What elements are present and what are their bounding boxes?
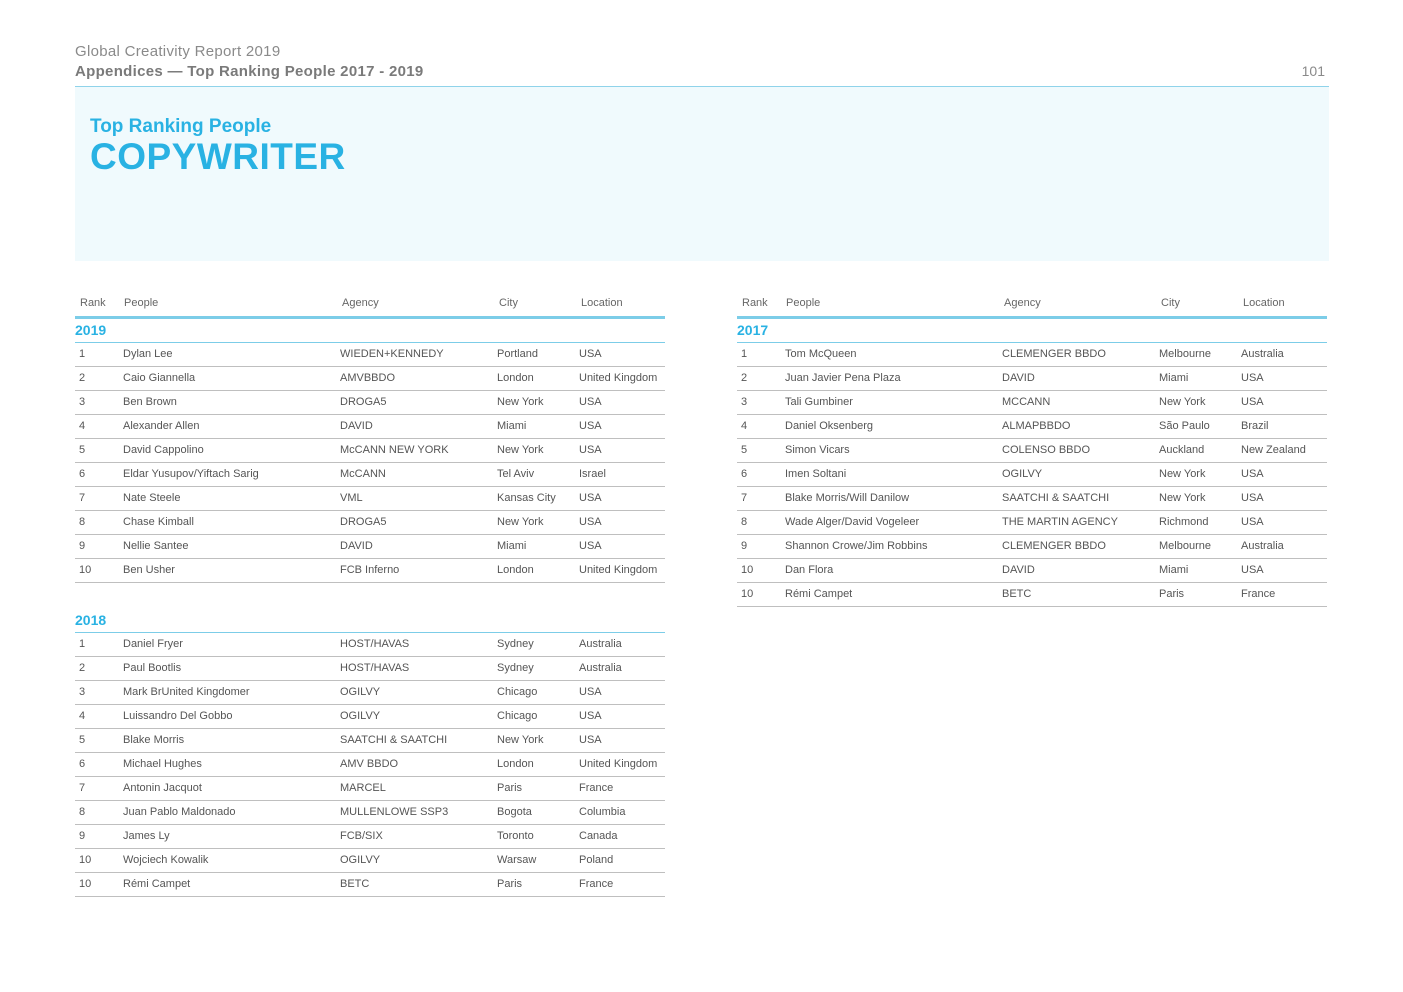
- cell-location: France: [579, 782, 614, 794]
- cell-city: Miami: [497, 540, 527, 552]
- cell-city: London: [497, 372, 534, 384]
- table-row: [75, 633, 665, 657]
- column-header-city: City: [1161, 297, 1180, 309]
- table-row: [737, 439, 1327, 463]
- cell-rank: 3: [79, 396, 86, 408]
- page-number: 101: [1301, 63, 1325, 79]
- cell-city: London: [497, 564, 534, 576]
- cell-people: Dan Flora: [785, 564, 834, 576]
- column-header-rank: Rank: [80, 297, 106, 309]
- cell-rank: 2: [79, 662, 86, 674]
- cell-city: Melbourne: [1159, 348, 1211, 360]
- table-row: [75, 729, 665, 753]
- table-row: [75, 415, 665, 439]
- cell-agency: SAATCHI & SAATCHI: [340, 734, 448, 746]
- cell-agency: THE MARTIN AGENCY: [1002, 516, 1118, 528]
- cell-location: USA: [1241, 396, 1264, 408]
- cell-agency: OGILVY: [340, 710, 381, 722]
- cell-agency: BETC: [340, 878, 370, 890]
- cell-agency: MCCANN: [1002, 396, 1051, 408]
- table-row: [75, 681, 665, 705]
- cell-city: Miami: [1159, 372, 1189, 384]
- cell-rank: 10: [79, 878, 92, 890]
- cell-people: Rémi Campet: [785, 588, 853, 600]
- cell-rank: 1: [79, 638, 86, 650]
- report-title: Global Creativity Report 2019: [75, 43, 281, 60]
- cell-city: Sydney: [497, 638, 534, 650]
- cell-location: USA: [1241, 516, 1264, 528]
- cell-people: Caio Giannella: [123, 372, 196, 384]
- cell-city: Bogota: [497, 806, 532, 818]
- cell-people: Juan Javier Pena Plaza: [785, 372, 901, 384]
- cell-city: New York: [497, 734, 544, 746]
- cell-rank: 9: [741, 540, 748, 552]
- table-row: [75, 849, 665, 873]
- column-header-location: Location: [581, 297, 623, 309]
- cell-rank: 1: [79, 348, 86, 360]
- cell-agency: AMV BBDO: [340, 758, 399, 770]
- cell-rank: 6: [741, 468, 748, 480]
- cell-people: Paul Bootlis: [123, 662, 182, 674]
- column-header-row: [737, 293, 1327, 319]
- cell-rank: 2: [79, 372, 86, 384]
- cell-city: New York: [1159, 396, 1206, 408]
- cell-people: Michael Hughes: [123, 758, 202, 770]
- cell-rank: 5: [79, 734, 86, 746]
- cell-location: USA: [579, 420, 602, 432]
- cell-agency: CLEMENGER BBDO: [1002, 348, 1106, 360]
- cell-city: Paris: [497, 878, 523, 890]
- table-row: [75, 825, 665, 849]
- cell-location: United Kingdom: [579, 372, 658, 384]
- cell-rank: 8: [79, 516, 86, 528]
- column-header-agency: Agency: [342, 297, 379, 309]
- column-header-rank: Rank: [742, 297, 768, 309]
- column-header-people: People: [124, 297, 159, 309]
- column-header-people: People: [786, 297, 821, 309]
- cell-city: Chicago: [497, 686, 538, 698]
- cell-rank: 5: [741, 444, 748, 456]
- cell-agency: BETC: [1002, 588, 1032, 600]
- cell-location: USA: [579, 492, 602, 504]
- cell-rank: 9: [79, 540, 86, 552]
- cell-location: USA: [1241, 492, 1264, 504]
- cell-people: Daniel Fryer: [123, 638, 183, 650]
- cell-city: Toronto: [497, 830, 534, 842]
- year-label: 2017: [737, 322, 769, 338]
- cell-location: USA: [579, 686, 602, 698]
- column-header-city: City: [499, 297, 518, 309]
- column-header-agency: Agency: [1004, 297, 1041, 309]
- cell-agency: OGILVY: [340, 686, 381, 698]
- cell-people: Imen Soltani: [785, 468, 847, 480]
- ranking-table-2017: [737, 293, 1327, 607]
- cell-people: Tom McQueen: [785, 348, 857, 360]
- cell-city: Sydney: [497, 662, 534, 674]
- table-row: [737, 535, 1327, 559]
- cell-city: New York: [1159, 468, 1206, 480]
- year-label: 2019: [75, 322, 107, 338]
- cell-rank: 1: [741, 348, 748, 360]
- cell-people: Simon Vicars: [785, 444, 850, 456]
- cell-location: Canada: [579, 830, 618, 842]
- table-row: [75, 343, 665, 367]
- ranking-table-2019: [75, 293, 665, 583]
- cell-city: Chicago: [497, 710, 538, 722]
- cell-location: Australia: [1241, 540, 1284, 552]
- cell-location: Australia: [1241, 348, 1284, 360]
- cell-location: France: [579, 878, 614, 890]
- cell-agency: AMVBBDO: [340, 372, 396, 384]
- table-row: [75, 657, 665, 681]
- cell-city: Portland: [497, 348, 538, 360]
- cell-agency: DAVID: [340, 420, 373, 432]
- cell-people: Alexander Allen: [123, 420, 200, 432]
- cell-location: USA: [1241, 372, 1264, 384]
- table-row: [75, 873, 665, 897]
- cell-city: Miami: [1159, 564, 1189, 576]
- cell-city: Tel Aviv: [497, 468, 535, 480]
- cell-location: USA: [579, 396, 602, 408]
- cell-people: Wade Alger/David Vogeleer: [785, 516, 920, 528]
- cell-rank: 6: [79, 758, 86, 770]
- table-row: [75, 367, 665, 391]
- cell-people: Mark BrUnited Kingdomer: [123, 686, 250, 698]
- cell-location: Brazil: [1241, 420, 1269, 432]
- cell-city: London: [497, 758, 534, 770]
- cell-agency: SAATCHI & SAATCHI: [1002, 492, 1110, 504]
- cell-people: Shannon Crowe/Jim Robbins: [785, 540, 928, 552]
- cell-people: Ben Brown: [123, 396, 177, 408]
- cell-people: James Ly: [123, 830, 170, 842]
- cell-city: Warsaw: [497, 854, 537, 866]
- cell-rank: 4: [741, 420, 748, 432]
- cell-city: New York: [497, 516, 544, 528]
- cell-agency: HOST/HAVAS: [340, 662, 410, 674]
- cell-rank: 2: [741, 372, 748, 384]
- column-header-location: Location: [1243, 297, 1285, 309]
- column-header-row: [75, 293, 665, 319]
- cell-agency: McCANN: [340, 468, 386, 480]
- table-row: [737, 415, 1327, 439]
- cell-rank: 10: [79, 564, 92, 576]
- cell-location: USA: [579, 540, 602, 552]
- cell-people: Wojciech Kowalik: [123, 854, 209, 866]
- cell-agency: CLEMENGER BBDO: [1002, 540, 1106, 552]
- banner-kicker: Top Ranking People: [90, 116, 272, 137]
- table-row: [737, 391, 1327, 415]
- cell-location: Australia: [579, 638, 622, 650]
- cell-people: Luissandro Del Gobbo: [123, 710, 233, 722]
- table-row: [75, 705, 665, 729]
- cell-agency: DROGA5: [340, 396, 387, 408]
- cell-city: Melbourne: [1159, 540, 1211, 552]
- cell-people: Dylan Lee: [123, 348, 173, 360]
- cell-rank: 7: [79, 492, 86, 504]
- table-row: [75, 559, 665, 583]
- cell-people: Daniel Oksenberg: [785, 420, 874, 432]
- cell-location: Poland: [579, 854, 614, 866]
- cell-city: New York: [497, 396, 544, 408]
- table-row: [737, 559, 1327, 583]
- table-row: [75, 439, 665, 463]
- cell-city: Paris: [1159, 588, 1185, 600]
- cell-location: USA: [579, 516, 602, 528]
- cell-city: Kansas City: [497, 492, 556, 504]
- cell-location: Israel: [579, 468, 606, 480]
- cell-city: Miami: [497, 420, 527, 432]
- cell-rank: 5: [79, 444, 86, 456]
- cell-rank: 7: [741, 492, 748, 504]
- cell-agency: VML: [340, 492, 363, 504]
- cell-people: Nate Steele: [123, 492, 181, 504]
- table-row: [75, 753, 665, 777]
- ranking-table-2018: [75, 609, 665, 897]
- cell-people: Rémi Campet: [123, 878, 191, 890]
- table-row: [737, 583, 1327, 607]
- banner-title: COPYWRITER: [90, 136, 346, 177]
- cell-people: Ben Usher: [123, 564, 175, 576]
- cell-agency: MULLENLOWE SSP3: [340, 806, 449, 818]
- cell-location: USA: [579, 444, 602, 456]
- cell-people: Juan Pablo Maldonado: [123, 806, 236, 818]
- cell-agency: DROGA5: [340, 516, 387, 528]
- cell-rank: 4: [79, 420, 86, 432]
- table-row: [75, 777, 665, 801]
- title-banner: [75, 87, 1329, 261]
- cell-location: USA: [1241, 468, 1264, 480]
- cell-people: Eldar Yusupov/Yiftach Sarig: [123, 468, 259, 480]
- cell-agency: MARCEL: [340, 782, 386, 794]
- cell-agency: WIEDEN+KENNEDY: [340, 348, 444, 360]
- cell-rank: 10: [741, 588, 754, 600]
- year-heading: [75, 609, 665, 633]
- section-title: Appendices — Top Ranking People 2017 - 2019: [75, 63, 424, 80]
- cell-location: United Kingdom: [579, 758, 658, 770]
- cell-location: Australia: [579, 662, 622, 674]
- table-row: [75, 463, 665, 487]
- cell-city: New York: [497, 444, 544, 456]
- table-row: [737, 343, 1327, 367]
- cell-location: New Zealand: [1241, 444, 1306, 456]
- cell-people: Blake Morris/Will Danilow: [785, 492, 910, 504]
- cell-city: Richmond: [1159, 516, 1209, 528]
- year-label: 2018: [75, 612, 107, 628]
- cell-rank: 10: [741, 564, 754, 576]
- cell-agency: ALMAPBBDO: [1002, 420, 1071, 432]
- cell-people: Chase Kimball: [123, 516, 194, 528]
- cell-agency: COLENSO BBDO: [1002, 444, 1091, 456]
- cell-location: France: [1241, 588, 1276, 600]
- cell-people: Antonin Jacquot: [123, 782, 202, 794]
- cell-agency: HOST/HAVAS: [340, 638, 410, 650]
- table-row: [737, 511, 1327, 535]
- cell-rank: 8: [741, 516, 748, 528]
- cell-rank: 6: [79, 468, 86, 480]
- table-row: [737, 487, 1327, 511]
- cell-people: Tali Gumbiner: [785, 396, 853, 408]
- year-heading: [75, 319, 665, 343]
- table-row: [75, 511, 665, 535]
- cell-city: Auckland: [1159, 444, 1205, 456]
- cell-people: David Cappolino: [123, 444, 204, 456]
- cell-location: Columbia: [579, 806, 626, 818]
- cell-agency: FCB/SIX: [340, 830, 383, 842]
- table-row: [75, 801, 665, 825]
- cell-rank: 10: [79, 854, 92, 866]
- cell-city: Paris: [497, 782, 523, 794]
- cell-location: USA: [579, 710, 602, 722]
- cell-location: USA: [579, 734, 602, 746]
- cell-location: USA: [579, 348, 602, 360]
- cell-city: São Paulo: [1159, 420, 1210, 432]
- cell-rank: 8: [79, 806, 86, 818]
- table-row: [75, 487, 665, 511]
- table-row: [737, 463, 1327, 487]
- cell-rank: 7: [79, 782, 86, 794]
- table-row: [737, 367, 1327, 391]
- cell-rank: 3: [79, 686, 86, 698]
- table-row: [75, 535, 665, 559]
- cell-agency: DAVID: [1002, 564, 1035, 576]
- cell-agency: McCANN NEW YORK: [340, 444, 449, 456]
- cell-city: New York: [1159, 492, 1206, 504]
- cell-rank: 4: [79, 710, 86, 722]
- cell-agency: OGILVY: [1002, 468, 1043, 480]
- cell-rank: 9: [79, 830, 86, 842]
- cell-rank: 3: [741, 396, 748, 408]
- cell-agency: DAVID: [340, 540, 373, 552]
- cell-people: Nellie Santee: [123, 540, 189, 552]
- cell-agency: OGILVY: [340, 854, 381, 866]
- cell-people: Blake Morris: [123, 734, 185, 746]
- cell-agency: FCB Inferno: [340, 564, 400, 576]
- cell-location: United Kingdom: [579, 564, 658, 576]
- cell-agency: DAVID: [1002, 372, 1035, 384]
- year-heading: [737, 319, 1327, 343]
- table-row: [75, 391, 665, 415]
- cell-location: USA: [1241, 564, 1264, 576]
